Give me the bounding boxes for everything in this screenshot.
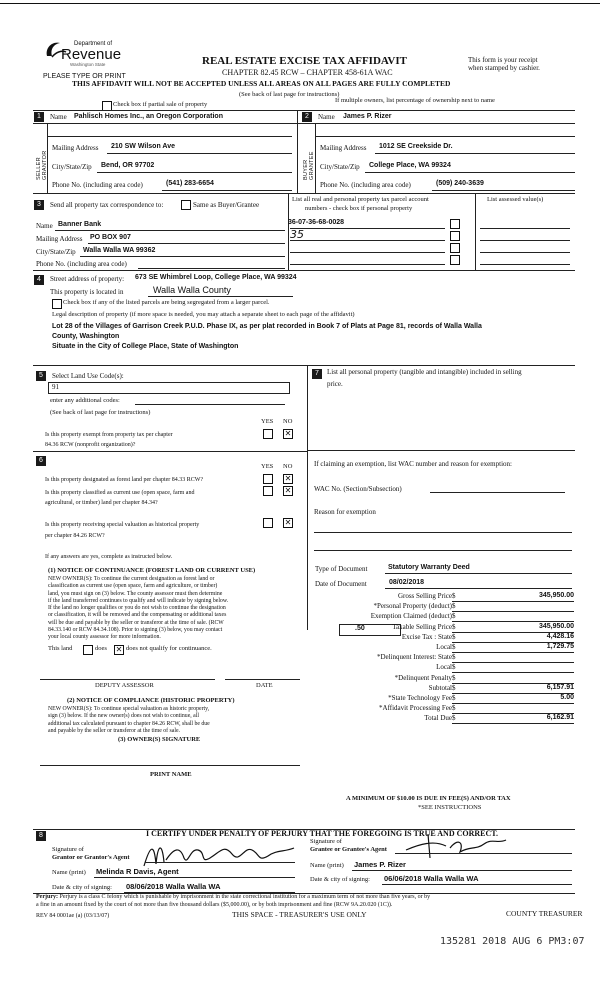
legal-desc-line-1: Lot 28 of the Villages of Garrison Creek P.U.D. Phase IX, as per plat recorded in Book 7 of Plats at Page 81, records of Walla Walla [52,323,482,330]
property-street: 673 SE Whimbrel Loop, College Place, WA 99324 [135,274,297,281]
tax-row-label: Total Due [424,714,452,723]
top-rule [0,3,600,4]
notice-continuance-title: (1) NOTICE OF CONTINUANCE (FOREST LAND OR CURRENT USE) [48,567,256,574]
see-back-note: (See back of last page for instructions) [239,91,340,98]
tax-row-line [452,601,574,602]
land-does-checkbox[interactable] [83,645,93,655]
same-as-buyer-checkbox[interactable] [181,200,191,210]
correspondence-label: Send all property tax correspondence to: [50,201,164,209]
parcel-pp-checkbox-1[interactable] [450,219,460,229]
perjury-line-2: a fine in an amount fixed by the court of not more than five thousand dollars ($5,000.00), or by both imprisonment and fine (RCW 9A.20.020 (1C)). [36,902,393,908]
tax-row-label: Subtotal [428,683,452,692]
notice-compliance-text: NEW OWNER(S): To continue special valuation as historic property, sign (3) below. If the new owner(s) does not wish to continue, all additional tax calculated pursuant to chapter 84.26 RCW, shall be due and payable by the seller or transferor at the time of sale. [48,706,210,734]
tax-row-currency: $ [452,602,456,611]
tax-row-label: *Personal Property (deduct) [373,602,452,611]
tax-row-currency: $ [452,622,456,631]
parcel-label-1: List all real and personal property tax parcel account [292,196,429,203]
legal-desc-line-3: Situate in the City of College Place, State of Washington [52,343,239,350]
exempt-no-checkbox[interactable]: ✕ [284,429,292,438]
tax-row-label: *State Technology Fee [388,694,452,702]
exempt-yes-checkbox[interactable] [263,429,273,439]
form-title: REAL ESTATE EXCISE TAX AFFIDAVIT [202,55,407,67]
parcel-handwritten: 35 [290,228,304,241]
tax-row-line [452,611,574,612]
grantor-date-city: 08/06/2018 Walla Walla WA [126,882,221,891]
dept-name: Revenue [61,46,122,63]
land-use-label: Select Land Use Code(s): [52,372,124,380]
tax-row-currency: $ [452,592,456,600]
land-use-code: 91 [52,383,59,391]
section-2-number: 2 [302,112,312,122]
tax-row-currency: $ [452,694,456,702]
parcel-label-2: numbers - check box if personal property [305,205,413,212]
correspondence-name: Banner Bank [58,221,102,228]
seller-phone: (541) 283-6654 [166,180,214,187]
tax-row-currency: $ [452,683,456,692]
parcel-pp-checkbox-2[interactable] [450,231,460,241]
tax-row-label: *Affidavit Processing Fee [379,704,452,713]
parcel-pp-checkbox-3[interactable] [450,243,460,253]
tax-row-label: Exemption Claimed (deduct) [370,612,452,621]
perjury-line-1: Perjury: Perjury is a class C felony which is punishable by imprisonment in the state correctional institution for a maximum term of not more than five years, or by [36,894,431,900]
buyer-city: College Place, WA 99324 [369,162,451,169]
tax-row-currency: $ [452,714,456,723]
legal-desc-label: Legal description of property (if more space is needed, you may attach a separate sheet to each page of the affidavit) [52,311,355,318]
grantee-signature [400,830,510,860]
legal-desc-line-2: County, Washington [52,333,120,340]
buyer-phone: (509) 240-3639 [436,180,484,187]
section-3-number: 3 [34,200,44,210]
seller-mailing: 210 SW Wilson Ave [111,143,175,150]
tax-row-label: Excise Tax : State [401,632,452,641]
county-treasurer: COUNTY TREASURER [506,909,583,918]
buyer-name: James P. Rizer [343,113,392,120]
document-type: Statutory Warranty Deed [388,564,470,571]
parcel-number: 36-07-36-68-0028 [288,219,345,226]
notice-continuance-text: NEW OWNER(S): To continue the current designation as forest land or classification as current use (open space, farm and agriculture, or timber) land, you must sign on (3) below. The county assessor must then determine if the land transferred continues to qualify and will indicate by signing below. If the land no longer qualifies or you do not wish to continue the designation or classification, it will be removed and the compensating or additional taxes will be due and payable by the seller or transferor at the time of sale. (RCW 84.33.140 or RCW 84.34.108). Prior to signing (3) below, you may contact your local county assessor for more information. [48,576,229,641]
tax-row-label: *Delinquent Interest: State [376,653,452,662]
tax-row-value: 6,162.91 [546,714,574,722]
partial-sale-label: Check box if partial sale of property [113,101,208,108]
tax-row-currency: $ [452,643,456,651]
receipt-note-1: This form is your receipt [468,56,538,64]
land-does-not-checkbox[interactable]: ✕ [115,645,123,654]
forest-yes-checkbox[interactable] [263,474,273,484]
buyer-mailing: 1012 SE Creekside Dr. [379,143,453,150]
grantor-signature [140,836,300,870]
receipt-note-2: when stamped by cashier. [468,64,540,72]
correspondence-city: Walla Walla WA 99362 [83,247,156,254]
tax-row-label: Local [436,643,452,651]
tax-row-value: 4,428.16 [546,632,574,640]
section-7-number: 7 [312,369,322,379]
treasurer-use-only: THIS SPACE - TREASURER'S USE ONLY [232,910,367,919]
dept-sub: Washington State [70,62,106,67]
please-type: PLEASE TYPE OR PRINT [43,73,126,80]
assessed-value-label: List assessed value(s) [487,196,544,203]
tax-row-line [452,703,574,704]
completion-warning: THIS AFFIDAVIT WILL NOT BE ACCEPTED UNLESS ALL AREAS ON ALL PAGES ARE FULLY COMPLETED [72,79,451,88]
recording-stamp: 135281 2018 AUG 6 PM3:07 [440,936,585,947]
certify-statement: I CERTIFY UNDER PENALTY OF PERJURY THAT THE FOREGOING IS TRUE AND CORRECT. [146,829,499,838]
historic-yes-checkbox[interactable] [263,518,273,528]
tax-row-line [452,652,574,653]
form-number: REV 84 0001ae (a) (03/13/07) [36,913,110,919]
form-subtitle: CHAPTER 82.45 RCW – CHAPTER 458-61A WAC [222,68,393,77]
same-as-buyer-label: Same as Buyer/Grantee [193,201,260,209]
tax-row-currency: $ [452,632,456,641]
property-county: Walla Walla County [153,285,231,295]
tax-row-label: Local [436,663,452,672]
section-4-number: 4 [34,275,44,285]
section-6-number: 6 [36,456,46,466]
tax-row-value: 345,950.00 [538,622,574,630]
tax-row-value: 1,729.75 [546,643,574,650]
tax-row-line [452,662,574,663]
seller-name: Pahlisch Homes Inc., an Oregon Corporation [74,113,223,120]
tax-row-line [452,693,574,694]
correspondence-mailing: PO BOX 907 [90,234,131,241]
dept-top: Department of [74,41,113,47]
tax-row-value: 345,950.00 [538,592,574,599]
tax-row-line [452,672,574,673]
notice-compliance-title: (2) NOTICE OF COMPLIANCE (HISTORIC PROPERTY) [67,697,235,704]
section-5-number: 5 [36,371,46,381]
segregated-label: Check box if any of the listed parcels are being segregated from a larger parcel. [63,299,270,306]
tax-row-currency: $ [452,612,456,621]
tax-row-label: Taxable Selling Price [392,622,452,631]
tax-row-value: 6,157.91 [546,683,574,691]
parcel-pp-checkbox-4[interactable] [450,255,460,265]
minimum-fee-note: A MINIMUM OF $10.00 IS DUE IN FEE(S) AND/OR TAX [346,795,511,802]
grantee-name: James P. Rizer [354,860,406,869]
see-instructions: *SEE INSTRUCTIONS [418,804,482,811]
grantee-date-city: 06/06/2018 Walla Walla WA [384,874,479,883]
buyer-grantee-label: BUYER GRANTEE [303,151,315,180]
tax-row-currency: $ [452,704,456,713]
grantor-name: Melinda R Davis, Agent [96,867,179,876]
tax-row-line [452,723,574,724]
multiple-owners-note: If multiple owners, list percentage of ownership next to name [335,97,495,104]
tax-row-currency: $ [452,653,456,662]
forest-no-checkbox[interactable]: ✕ [284,474,292,483]
tax-row-label: *Delinquent Penalty [394,673,452,682]
historic-no-checkbox[interactable]: ✕ [284,518,292,527]
exemption-label: If claiming an exemption, list WAC number and reason for exemption: [314,460,512,468]
tax-row-label: Gross Selling Price [397,592,452,600]
current-use-yes-checkbox[interactable] [263,486,273,496]
seller-name-line2 [47,136,292,137]
land-use-code-box[interactable] [48,382,290,394]
current-use-no-checkbox[interactable]: ✕ [284,486,292,495]
section-8-number: 8 [36,831,46,841]
tax-row-currency: $ [452,663,456,672]
tax-row-currency: $ [452,673,456,682]
seller-city: Bend, OR 97702 [101,162,155,169]
document-date: 08/02/2018 [389,579,425,586]
tax-row-value: 5.00 [560,694,574,701]
segregated-checkbox[interactable] [52,299,62,309]
owner-signature-title: (3) OWNER(S) SIGNATURE [118,736,201,743]
local-rate: .50 [355,625,365,632]
seller-grantor-label: SELLER GRANTOR [36,150,48,180]
section-1-number: 1 [34,112,44,122]
